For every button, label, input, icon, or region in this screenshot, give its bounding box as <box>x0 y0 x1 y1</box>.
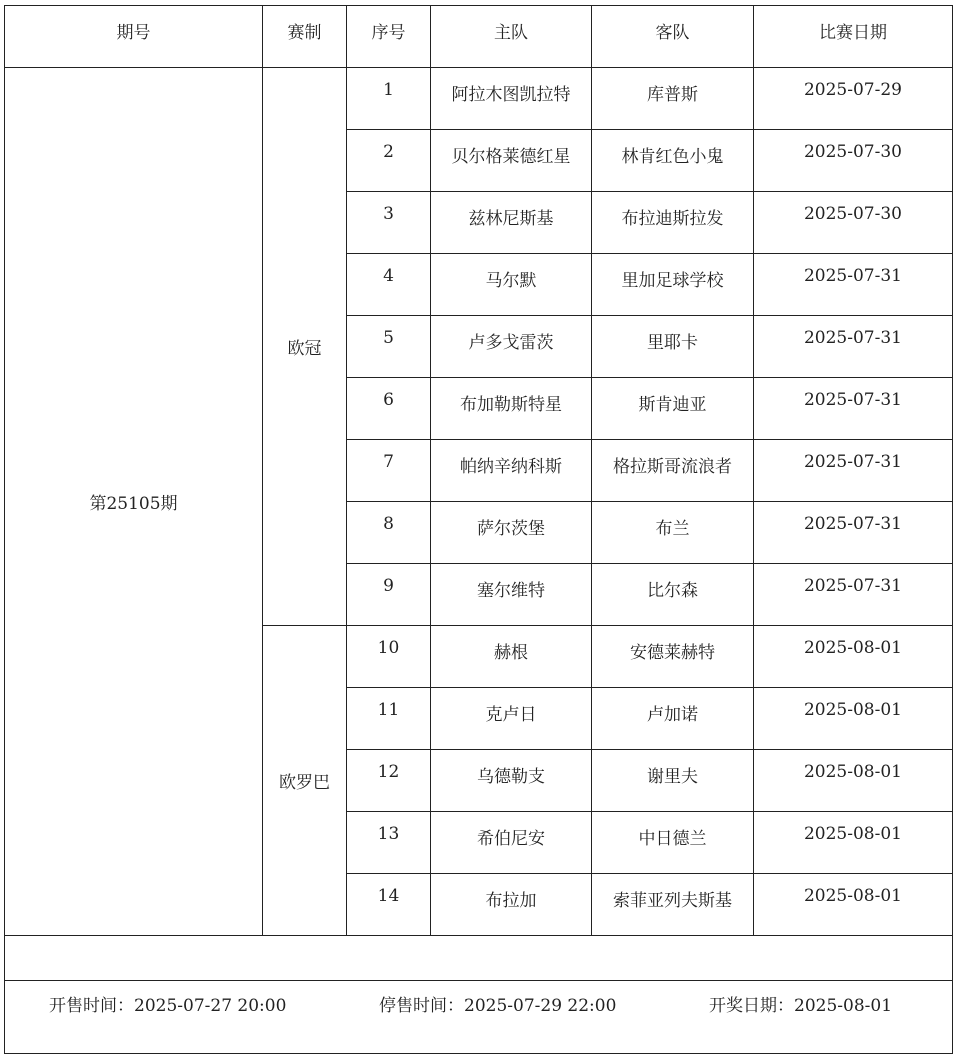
match-date-cell: 2025-07-31 <box>754 254 953 316</box>
home-team-cell: 克卢日 <box>431 688 592 750</box>
header-issue: 期号 <box>5 6 263 68</box>
away-team-cell: 谢里夫 <box>592 750 754 812</box>
match-date-cell: 2025-08-01 <box>754 874 953 936</box>
match-date-cell: 2025-07-31 <box>754 378 953 440</box>
match-number-cell: 5 <box>347 316 431 378</box>
home-team-cell: 塞尔维特 <box>431 564 592 626</box>
away-team-cell: 比尔森 <box>592 564 754 626</box>
match-date-cell: 2025-08-01 <box>754 812 953 874</box>
away-team-cell: 卢加诺 <box>592 688 754 750</box>
home-team-cell: 萨尔茨堡 <box>431 502 592 564</box>
match-date-cell: 2025-07-30 <box>754 192 953 254</box>
match-number-cell: 12 <box>347 750 431 812</box>
match-number-cell: 9 <box>347 564 431 626</box>
match-number-cell: 7 <box>347 440 431 502</box>
match-date-cell: 2025-07-31 <box>754 440 953 502</box>
away-team-cell: 库普斯 <box>592 68 754 130</box>
home-team-cell: 马尔默 <box>431 254 592 316</box>
home-team-cell: 乌德勒支 <box>431 750 592 812</box>
match-number-cell: 14 <box>347 874 431 936</box>
away-team-cell: 里加足球学校 <box>592 254 754 316</box>
match-number-cell: 8 <box>347 502 431 564</box>
home-team-cell: 帕纳辛纳科斯 <box>431 440 592 502</box>
away-team-cell: 索菲亚列夫斯基 <box>592 874 754 936</box>
match-number-cell: 13 <box>347 812 431 874</box>
header-home-team: 主队 <box>431 6 592 68</box>
away-team-cell: 布兰 <box>592 502 754 564</box>
match-date-cell: 2025-07-29 <box>754 68 953 130</box>
home-team-cell: 阿拉木图凯拉特 <box>431 68 592 130</box>
home-team-cell: 卢多戈雷茨 <box>431 316 592 378</box>
footer-cell <box>5 981 953 1054</box>
header-number: 序号 <box>347 6 431 68</box>
match-schedule-table <box>4 5 953 1054</box>
match-date-cell: 2025-08-01 <box>754 626 953 688</box>
home-team-cell: 布拉加 <box>431 874 592 936</box>
issue-cell: 第25105期 <box>5 68 263 936</box>
home-team-cell: 贝尔格莱德红星 <box>431 130 592 192</box>
away-team-cell: 格拉斯哥流浪者 <box>592 440 754 502</box>
sale-stop-time: 停售时间：2025-07-29 22:00 <box>379 996 617 1016</box>
match-row <box>5 68 953 130</box>
header-away-team: 客队 <box>592 6 754 68</box>
match-date-cell: 2025-07-31 <box>754 316 953 378</box>
match-date-cell: 2025-08-01 <box>754 750 953 812</box>
away-team-cell: 里耶卡 <box>592 316 754 378</box>
home-team-cell: 赫根 <box>431 626 592 688</box>
sale-start-time: 开售时间：2025-07-27 20:00 <box>49 996 287 1016</box>
away-team-cell: 安德莱赫特 <box>592 626 754 688</box>
match-number-cell: 11 <box>347 688 431 750</box>
away-team-cell: 布拉迪斯拉发 <box>592 192 754 254</box>
home-team-cell: 希伯尼安 <box>431 812 592 874</box>
match-number-cell: 3 <box>347 192 431 254</box>
header-row <box>5 6 953 68</box>
away-team-cell: 中日德兰 <box>592 812 754 874</box>
schedule-body <box>5 68 953 936</box>
match-date-cell: 2025-08-01 <box>754 688 953 750</box>
blank-row <box>5 936 953 981</box>
blank-cell <box>5 936 953 981</box>
match-number-cell: 4 <box>347 254 431 316</box>
footer-row <box>5 981 953 1054</box>
match-number-cell: 2 <box>347 130 431 192</box>
away-team-cell: 林肯红色小鬼 <box>592 130 754 192</box>
format-cell: 欧冠 <box>263 68 347 626</box>
match-number-cell: 10 <box>347 626 431 688</box>
match-number-cell: 6 <box>347 378 431 440</box>
draw-date: 开奖日期：2025-08-01 <box>709 996 893 1016</box>
match-date-cell: 2025-07-31 <box>754 502 953 564</box>
header-format: 赛制 <box>263 6 347 68</box>
match-date-cell: 2025-07-31 <box>754 564 953 626</box>
match-number-cell: 1 <box>347 68 431 130</box>
header-match-date: 比赛日期 <box>754 6 953 68</box>
match-date-cell: 2025-07-30 <box>754 130 953 192</box>
away-team-cell: 斯肯迪亚 <box>592 378 754 440</box>
format-cell: 欧罗巴 <box>263 626 347 936</box>
home-team-cell: 兹林尼斯基 <box>431 192 592 254</box>
home-team-cell: 布加勒斯特星 <box>431 378 592 440</box>
